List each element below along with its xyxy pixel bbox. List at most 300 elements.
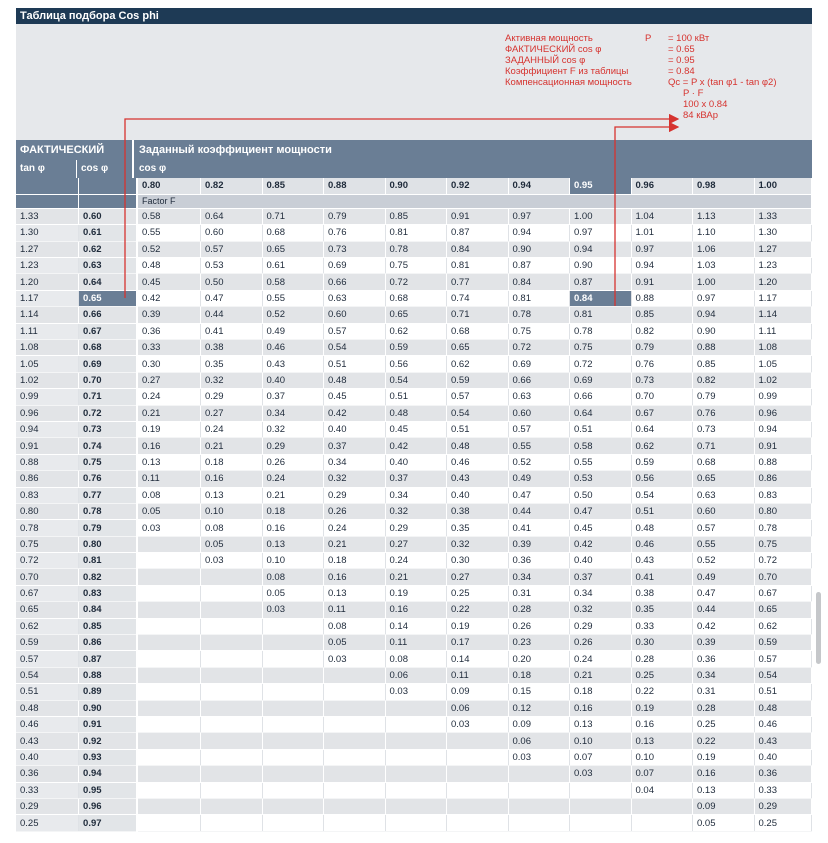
tan-value: 1.08 [16, 340, 79, 356]
factor-cell: 0.35 [447, 520, 509, 536]
factor-cell: 0.73 [324, 241, 386, 257]
factor-cell: 0.47 [508, 487, 570, 503]
cos-value: 0.96 [79, 798, 137, 814]
table-row [16, 520, 812, 536]
table-row [16, 553, 812, 569]
formula-line: P · F [683, 88, 704, 99]
table-row [16, 635, 812, 651]
factor-cell: 1.14 [754, 307, 812, 323]
table-row [16, 454, 812, 470]
factor-cell: 0.11 [137, 471, 201, 487]
tan-value: 0.51 [16, 684, 79, 700]
factor-cell [262, 798, 324, 814]
factor-cell: 0.54 [447, 405, 509, 421]
factor-cell: 0.28 [508, 602, 570, 618]
cos-value: 0.83 [79, 585, 137, 601]
factor-cell: 0.59 [385, 340, 447, 356]
factor-cell: 1.23 [754, 258, 812, 274]
factor-cell: 0.31 [508, 585, 570, 601]
factor-cell [201, 635, 263, 651]
factor-cell [137, 602, 201, 618]
factor-cell: 0.38 [201, 340, 263, 356]
factor-cell: 0.68 [447, 323, 509, 339]
factor-cell: 0.29 [754, 798, 812, 814]
table-row [16, 602, 812, 618]
factor-cell [324, 815, 386, 831]
factor-cell: 0.67 [631, 405, 693, 421]
factor-cell [385, 717, 447, 733]
factor-cell: 0.03 [324, 651, 386, 667]
factor-cell: 0.40 [754, 749, 812, 765]
factor-cell: 0.19 [631, 700, 693, 716]
factor-cell: 0.57 [508, 421, 570, 437]
factor-cell: 0.03 [570, 766, 632, 782]
factor-cell: 0.63 [508, 389, 570, 405]
factor-cell: 0.70 [754, 569, 812, 585]
factor-cell: 0.45 [137, 274, 201, 290]
target-cos-row [16, 178, 812, 194]
factor-cell [201, 749, 263, 765]
table-row [16, 274, 812, 290]
factor-cell [201, 798, 263, 814]
tan-value: 0.36 [16, 766, 79, 782]
factor-cell: 0.41 [508, 520, 570, 536]
factor-cell: 0.62 [447, 356, 509, 372]
factor-cell: 1.08 [754, 340, 812, 356]
table-row [16, 717, 812, 733]
factor-cell [508, 782, 570, 798]
factor-cell: 0.59 [754, 635, 812, 651]
factor-cell: 0.55 [570, 454, 632, 470]
factor-cell: 0.29 [385, 520, 447, 536]
tan-value: 0.33 [16, 782, 79, 798]
factor-cell: 0.19 [693, 749, 755, 765]
factor-cell: 0.81 [447, 258, 509, 274]
factor-cell: 0.08 [137, 487, 201, 503]
factor-cell: 0.96 [754, 405, 812, 421]
factor-cell: 0.28 [693, 700, 755, 716]
factor-cell: 0.22 [693, 733, 755, 749]
tan-value: 0.67 [16, 585, 79, 601]
table-header-row [16, 140, 812, 160]
factor-cell: 0.20 [508, 651, 570, 667]
factor-cell: 0.32 [262, 421, 324, 437]
factor-cell: 0.08 [324, 618, 386, 634]
factor-cell [324, 733, 386, 749]
factor-cell: 0.34 [262, 405, 324, 421]
tan-value: 0.65 [16, 602, 79, 618]
factor-cell: 0.62 [631, 438, 693, 454]
cos-value: 0.79 [79, 520, 137, 536]
target-header: Заданный коэффициент мощности [139, 144, 332, 156]
factor-cell: 0.44 [693, 602, 755, 618]
factor-cell: 0.85 [693, 356, 755, 372]
factor-cell: 0.65 [262, 241, 324, 257]
factor-cell: 0.37 [385, 471, 447, 487]
cos-value: 0.61 [79, 225, 137, 241]
factor-cell: 0.75 [508, 323, 570, 339]
factor-cell: 0.37 [570, 569, 632, 585]
factor-cell: 0.42 [385, 438, 447, 454]
table-row [16, 782, 812, 798]
result-line: 84 кВАр [683, 110, 719, 121]
factor-cell: 0.49 [262, 323, 324, 339]
factor-cell: 0.34 [508, 569, 570, 585]
factor-cell: 0.05 [262, 585, 324, 601]
cos-value: 0.68 [79, 340, 137, 356]
factor-cell [262, 717, 324, 733]
cos-value: 0.80 [79, 536, 137, 552]
factor-cell: 0.23 [508, 635, 570, 651]
factor-cell: 0.90 [570, 258, 632, 274]
factor-cell: 0.64 [631, 421, 693, 437]
factor-cell: 0.80 [754, 503, 812, 519]
cos-value: 0.73 [79, 421, 137, 437]
factor-cell: 0.26 [570, 635, 632, 651]
table-row [16, 471, 812, 487]
factor-cell: 0.24 [262, 471, 324, 487]
factor-cell [201, 700, 263, 716]
factor-cell [447, 733, 509, 749]
factor-cell: 0.22 [447, 602, 509, 618]
factor-cell [447, 782, 509, 798]
factor-cell: 0.55 [262, 290, 324, 306]
target-cos-value: 0.92 [447, 178, 509, 194]
cos-value: 0.70 [79, 372, 137, 388]
cos-value: 0.64 [79, 274, 137, 290]
factor-cell: 0.26 [324, 503, 386, 519]
factor-cell: 0.66 [570, 389, 632, 405]
tan-value: 0.59 [16, 635, 79, 651]
table-row [16, 340, 812, 356]
tan-value: 0.25 [16, 815, 79, 831]
tan-value: 1.11 [16, 323, 79, 339]
cos-value: 0.81 [79, 553, 137, 569]
factor-cell: 0.21 [385, 569, 447, 585]
target-cos-value: 1.00 [754, 178, 812, 194]
factor-cell [137, 667, 201, 683]
factor-cell: 0.40 [324, 421, 386, 437]
factor-cell: 0.97 [693, 290, 755, 306]
factor-cell: 0.29 [201, 389, 263, 405]
factor-cell: 0.19 [447, 618, 509, 634]
tan-value: 0.48 [16, 700, 79, 716]
factor-cell: 0.88 [754, 454, 812, 470]
table-row [16, 208, 812, 224]
factor-cell [137, 553, 201, 569]
factor-cell [385, 700, 447, 716]
factor-cell: 0.41 [631, 569, 693, 585]
factor-label-row [16, 194, 812, 208]
factor-cell: 0.46 [447, 454, 509, 470]
factor-cell [262, 667, 324, 683]
factor-cell [508, 815, 570, 831]
factor-cell: 0.85 [385, 208, 447, 224]
factor-cell: 0.09 [508, 717, 570, 733]
factor-cell: 0.15 [508, 684, 570, 700]
factor-cell [137, 782, 201, 798]
factor-cell: 0.34 [570, 585, 632, 601]
factor-cell: 1.13 [693, 208, 755, 224]
factor-cell: 0.24 [570, 651, 632, 667]
factor-cell: 0.49 [693, 569, 755, 585]
factor-cell: 0.19 [385, 585, 447, 601]
factor-cell [385, 782, 447, 798]
factor-cell: 0.52 [137, 241, 201, 257]
factor-cell [447, 766, 509, 782]
factor-cell: 0.06 [508, 733, 570, 749]
factor-cell: 0.12 [508, 700, 570, 716]
tan-value: 0.83 [16, 487, 79, 503]
factor-cell: 0.46 [754, 717, 812, 733]
cos-value: 0.67 [79, 323, 137, 339]
cos-value: 0.65 [79, 290, 137, 306]
factor-cell: 0.18 [508, 667, 570, 683]
factor-cell: 0.40 [385, 454, 447, 470]
factor-cell: 0.72 [754, 553, 812, 569]
factor-cell: 0.72 [508, 340, 570, 356]
factor-cell: 0.75 [754, 536, 812, 552]
factor-cell: 0.97 [570, 225, 632, 241]
factor-cell: 0.77 [447, 274, 509, 290]
table-row [16, 766, 812, 782]
factor-cell [201, 602, 263, 618]
factor-cell: 0.83 [754, 487, 812, 503]
factor-cell: 0.87 [508, 258, 570, 274]
factor-cell: 0.18 [262, 503, 324, 519]
factor-cell: 0.29 [262, 438, 324, 454]
factor-cell [324, 717, 386, 733]
factor-cell: 0.62 [385, 323, 447, 339]
factor-cell: 0.53 [201, 258, 263, 274]
factor-cell: 0.54 [324, 340, 386, 356]
factor-cell: 0.57 [447, 389, 509, 405]
factor-cell [570, 782, 632, 798]
factor-cell [137, 684, 201, 700]
factor-cell [385, 766, 447, 782]
factor-cell: 1.05 [754, 356, 812, 372]
cos-phi-header: cos φ [77, 160, 134, 178]
factor-cell: 0.61 [262, 258, 324, 274]
cos-value: 0.88 [79, 667, 137, 683]
factor-cell: 0.78 [508, 307, 570, 323]
factor-cell: 0.27 [447, 569, 509, 585]
table-row [16, 290, 812, 306]
factor-cell: 0.05 [693, 815, 755, 831]
cos-value: 0.75 [79, 454, 137, 470]
cos-value: 0.90 [79, 700, 137, 716]
factor-cell: 0.08 [201, 520, 263, 536]
tan-phi-header: tan φ [16, 160, 77, 178]
factor-cell: 0.90 [693, 323, 755, 339]
factor-cell: 0.21 [324, 536, 386, 552]
factor-cell [262, 733, 324, 749]
factor-cell: 1.00 [693, 274, 755, 290]
factor-cell: 0.09 [693, 798, 755, 814]
factor-cell: 0.21 [137, 405, 201, 421]
tan-value: 1.02 [16, 372, 79, 388]
target-cos-header: cos φ [139, 163, 167, 174]
factor-cell: 0.73 [631, 372, 693, 388]
factor-cell: 0.16 [570, 700, 632, 716]
factor-cell: 0.48 [631, 520, 693, 536]
tan-value: 1.30 [16, 225, 79, 241]
factor-cell: 0.75 [570, 340, 632, 356]
factor-cell: 0.07 [570, 749, 632, 765]
factor-cell: 0.13 [324, 585, 386, 601]
factor-cell: 0.56 [631, 471, 693, 487]
factor-cell [137, 766, 201, 782]
factor-cell: 0.42 [137, 290, 201, 306]
factor-cell [631, 815, 693, 831]
factor-cell: 1.04 [631, 208, 693, 224]
factor-cell [447, 749, 509, 765]
factor-cell: 0.55 [137, 225, 201, 241]
factor-cell: 0.68 [693, 454, 755, 470]
factor-cell: 0.54 [754, 667, 812, 683]
factor-cell: 0.57 [693, 520, 755, 536]
factor-cell: 0.84 [508, 274, 570, 290]
cos-value: 0.94 [79, 766, 137, 782]
tan-value: 0.62 [16, 618, 79, 634]
cos-value: 0.86 [79, 635, 137, 651]
factor-cell: 1.30 [754, 225, 812, 241]
factor-cell: 0.16 [137, 438, 201, 454]
factor-cell: 0.40 [262, 372, 324, 388]
factor-cell: 0.72 [570, 356, 632, 372]
table-row [16, 684, 812, 700]
cos-value: 0.69 [79, 356, 137, 372]
factor-cell [137, 717, 201, 733]
factor-cell [137, 749, 201, 765]
factor-cell: 0.37 [262, 389, 324, 405]
factor-cell [262, 782, 324, 798]
actual-header: ФАКТИЧЕСКИЙ [16, 140, 134, 160]
factor-cell: 0.08 [385, 651, 447, 667]
factor-cell: 0.16 [693, 766, 755, 782]
factor-cell: 0.03 [385, 684, 447, 700]
factor-cell: 0.33 [631, 618, 693, 634]
table-row [16, 585, 812, 601]
tan-value: 0.43 [16, 733, 79, 749]
factor-cell: 0.21 [262, 487, 324, 503]
factor-cell [137, 798, 201, 814]
factor-cell: 0.91 [754, 438, 812, 454]
factor-cell: 0.65 [754, 602, 812, 618]
factor-cell: 0.24 [385, 553, 447, 569]
factor-cell: 0.38 [631, 585, 693, 601]
table-row [16, 618, 812, 634]
factor-cell [262, 700, 324, 716]
factor-cell: 0.43 [754, 733, 812, 749]
factor-cell: 0.18 [570, 684, 632, 700]
page-title: Таблица подбора Cos phi [16, 8, 812, 24]
factor-cell: 0.39 [137, 307, 201, 323]
factor-cell: 0.97 [508, 208, 570, 224]
table-row [16, 503, 812, 519]
factor-cell: 0.66 [508, 372, 570, 388]
factor-cell: 0.38 [447, 503, 509, 519]
factor-cell: 0.45 [324, 389, 386, 405]
factor-cell: 0.65 [385, 307, 447, 323]
factor-cell: 0.24 [137, 389, 201, 405]
factor-cell: 0.05 [137, 503, 201, 519]
factor-cell [631, 798, 693, 814]
vertical-scrollbar[interactable] [816, 592, 821, 664]
factor-cell [324, 798, 386, 814]
table-row [16, 487, 812, 503]
factor-cell [385, 815, 447, 831]
table-row [16, 733, 812, 749]
factor-cell: 0.47 [570, 503, 632, 519]
factor-cell [201, 782, 263, 798]
factor-cell [201, 766, 263, 782]
tan-value: 0.96 [16, 405, 79, 421]
factor-cell: 0.79 [324, 208, 386, 224]
factor-cell: 0.39 [693, 635, 755, 651]
factor-cell: 0.30 [631, 635, 693, 651]
factor-cell: 1.10 [693, 225, 755, 241]
factor-cell: 0.03 [447, 717, 509, 733]
factor-cell: 0.16 [201, 471, 263, 487]
factor-cell: 0.51 [570, 421, 632, 437]
factor-cell [201, 651, 263, 667]
factor-cell: 0.58 [137, 208, 201, 224]
factor-cell [201, 684, 263, 700]
factor-cell: 0.48 [137, 258, 201, 274]
factor-cell: 0.43 [447, 471, 509, 487]
factor-cell: 0.30 [447, 553, 509, 569]
table-row [16, 651, 812, 667]
factor-cell: 0.94 [570, 241, 632, 257]
factor-cell: 0.07 [631, 766, 693, 782]
factor-cell: 0.87 [447, 225, 509, 241]
table-row [16, 356, 812, 372]
factor-cell: 0.53 [570, 471, 632, 487]
factor-cell [262, 635, 324, 651]
factor-cell: 0.11 [447, 667, 509, 683]
factor-cell: 0.45 [385, 421, 447, 437]
calculation-example: Активная мощность P = 100 кВт ФАКТИЧЕСКИЙ cos φ = 0.65 ЗАДАННЫЙ cos φ = 0.95 Коэффициент F из таблицы = 0.84 Компенсационная мощность Qc = P x (tan φ1 - tan φ2) P · F 100 x 0.84 84 кВАр [16, 24, 812, 140]
factor-cell: 0.79 [693, 389, 755, 405]
factor-cell: 0.78 [570, 323, 632, 339]
factor-label: Factor F [137, 194, 812, 208]
factor-cell: 0.46 [262, 340, 324, 356]
cos-value: 0.92 [79, 733, 137, 749]
target-cos-value: 0.96 [631, 178, 693, 194]
table-row [16, 258, 812, 274]
factor-cell: 0.88 [631, 290, 693, 306]
factor-cell: 0.47 [201, 290, 263, 306]
factor-cell: 0.57 [754, 651, 812, 667]
factor-cell: 0.10 [570, 733, 632, 749]
tan-value: 0.40 [16, 749, 79, 765]
factor-cell: 0.51 [385, 389, 447, 405]
factor-cell: 0.13 [137, 454, 201, 470]
factor-cell: 0.36 [137, 323, 201, 339]
factor-cell: 0.37 [324, 438, 386, 454]
target-cos-value: 0.80 [137, 178, 201, 194]
table-subheader-row [16, 160, 812, 178]
factor-cell: 0.81 [385, 225, 447, 241]
table-row [16, 815, 812, 831]
factor-cell: 0.51 [631, 503, 693, 519]
factor-cell: 0.16 [385, 602, 447, 618]
table-row [16, 421, 812, 437]
cos-value: 0.72 [79, 405, 137, 421]
factor-cell: 1.27 [754, 241, 812, 257]
factor-cell: 0.27 [385, 536, 447, 552]
